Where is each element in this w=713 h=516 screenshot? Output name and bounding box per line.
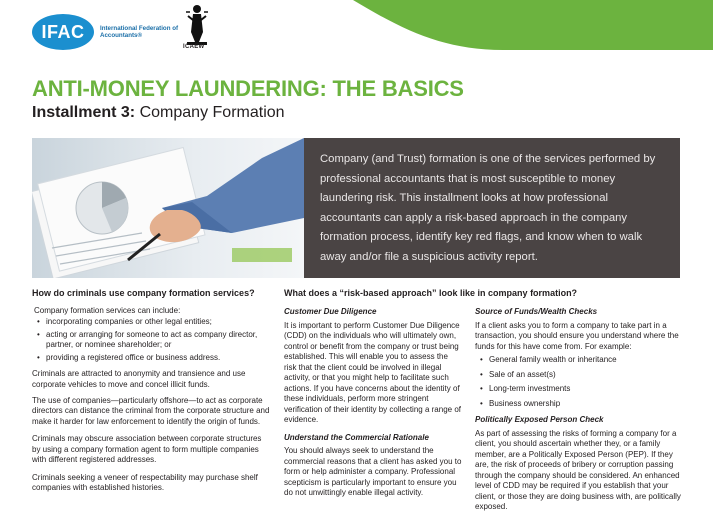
hero-callout: Company (and Trust) formation is one of the services performed by professional accountants that is most susceptible to money laundering risk. This installment looks at how professional accountants can apply a risk-based approach in the company formation process, identify key red flags, and know when to walk away and/or file a suspicious activity report. (304, 138, 680, 278)
pep-text: As part of assessing the risks of forming a company for a client, you should ascertain whether they, or a family member, are a Politically Exposed Person (PEP). If they are, the risk of proceeds of bribery or corruption passing through the company should be considered. An enhanced level of CDD may be required if you establish that your client, or those they are doing business with, are politically exposed. (475, 428, 681, 511)
installment-label: Installment 3: (32, 104, 136, 121)
list-item: • acting or arranging for someone to act as company director, partner, or nominee shareholder; or (32, 330, 270, 351)
left-intro: Company formation services can include: (34, 305, 181, 315)
ifac-logo-mark: IFAC (32, 14, 94, 50)
rationale-heading: Understand the Commercial Rationale (284, 432, 429, 442)
risk-approach-heading: What does a “risk-based approach” look like in company formation? (284, 288, 578, 298)
list-item: • Long-term investments (475, 384, 685, 395)
left-heading: How do criminals use company formation services? (32, 288, 255, 298)
paragraph: Criminals seeking a veneer of respectability may purchase shelf companies with established histories. (32, 472, 258, 492)
funds-list (475, 355, 685, 409)
icaew-logo-label: ICAEW (183, 44, 205, 50)
pep-heading: Politically Exposed Person Check (475, 415, 604, 424)
paragraph: Criminals may obscure association between corporate structures by using a company formation agent to form multiple companies with different registered addresses. (32, 434, 262, 464)
page-subtitle (32, 104, 285, 122)
hero-photo (32, 138, 304, 278)
paragraph: The use of companies—particularly offshore—to act as corporate directors can distance the criminal from the corporate structure and make it harder for law enforcement to identify the origin of funds. (32, 395, 270, 426)
paragraph: Criminals are attracted to anonymity and transience and use corporate vehicles to move and concel illicit funds. (32, 369, 246, 389)
list-item: • incorporating companies or other legal entities; (32, 317, 270, 328)
formation-services-list (32, 317, 270, 363)
list-item: • General family wealth or inheritance (475, 355, 685, 366)
ifac-logo (32, 14, 180, 50)
list-item: • providing a registered office or business address. (32, 353, 270, 364)
cdd-text: It is important to perform Customer Due Diligence (CDD) on the individuals who will ultimately own, control or benefit from the company or trust being established. This will enable you to assess the risk that the client could be involved in illegal activity, or that you might help to facilitate such actions. If you have concerns about the identity of these individuals, perform more stringent verification of their identity by collecting a range of evidence. (284, 320, 461, 424)
ifac-logo-name: International Federation of Accountants® (100, 25, 179, 39)
right-column (475, 307, 685, 516)
list-item: • Business ownership (475, 399, 685, 410)
installment-topic: Company Formation (139, 104, 285, 121)
page-title: ANTI-MONEY LAUNDERING: THE BASICS (32, 76, 464, 101)
middle-column (284, 307, 462, 504)
funds-heading: Source of Funds/Wealth Checks (475, 307, 598, 316)
left-column (32, 288, 270, 499)
header-green-swoosh (353, 0, 713, 50)
list-item: • Sale of an asset(s) (475, 370, 685, 381)
cdd-heading: Customer Due Diligence (284, 307, 377, 316)
funds-intro: If a client asks you to form a company to take part in a transaction, you should ensure you understand where the funds for this have come from. For example: (475, 320, 679, 351)
rationale-text: You should always seek to understand the commercial reasons that a client has asked you to form or help administer a company. Professional scepticism is particularly important to ensure you do not unwittingly enable illegal activity. (284, 446, 462, 497)
